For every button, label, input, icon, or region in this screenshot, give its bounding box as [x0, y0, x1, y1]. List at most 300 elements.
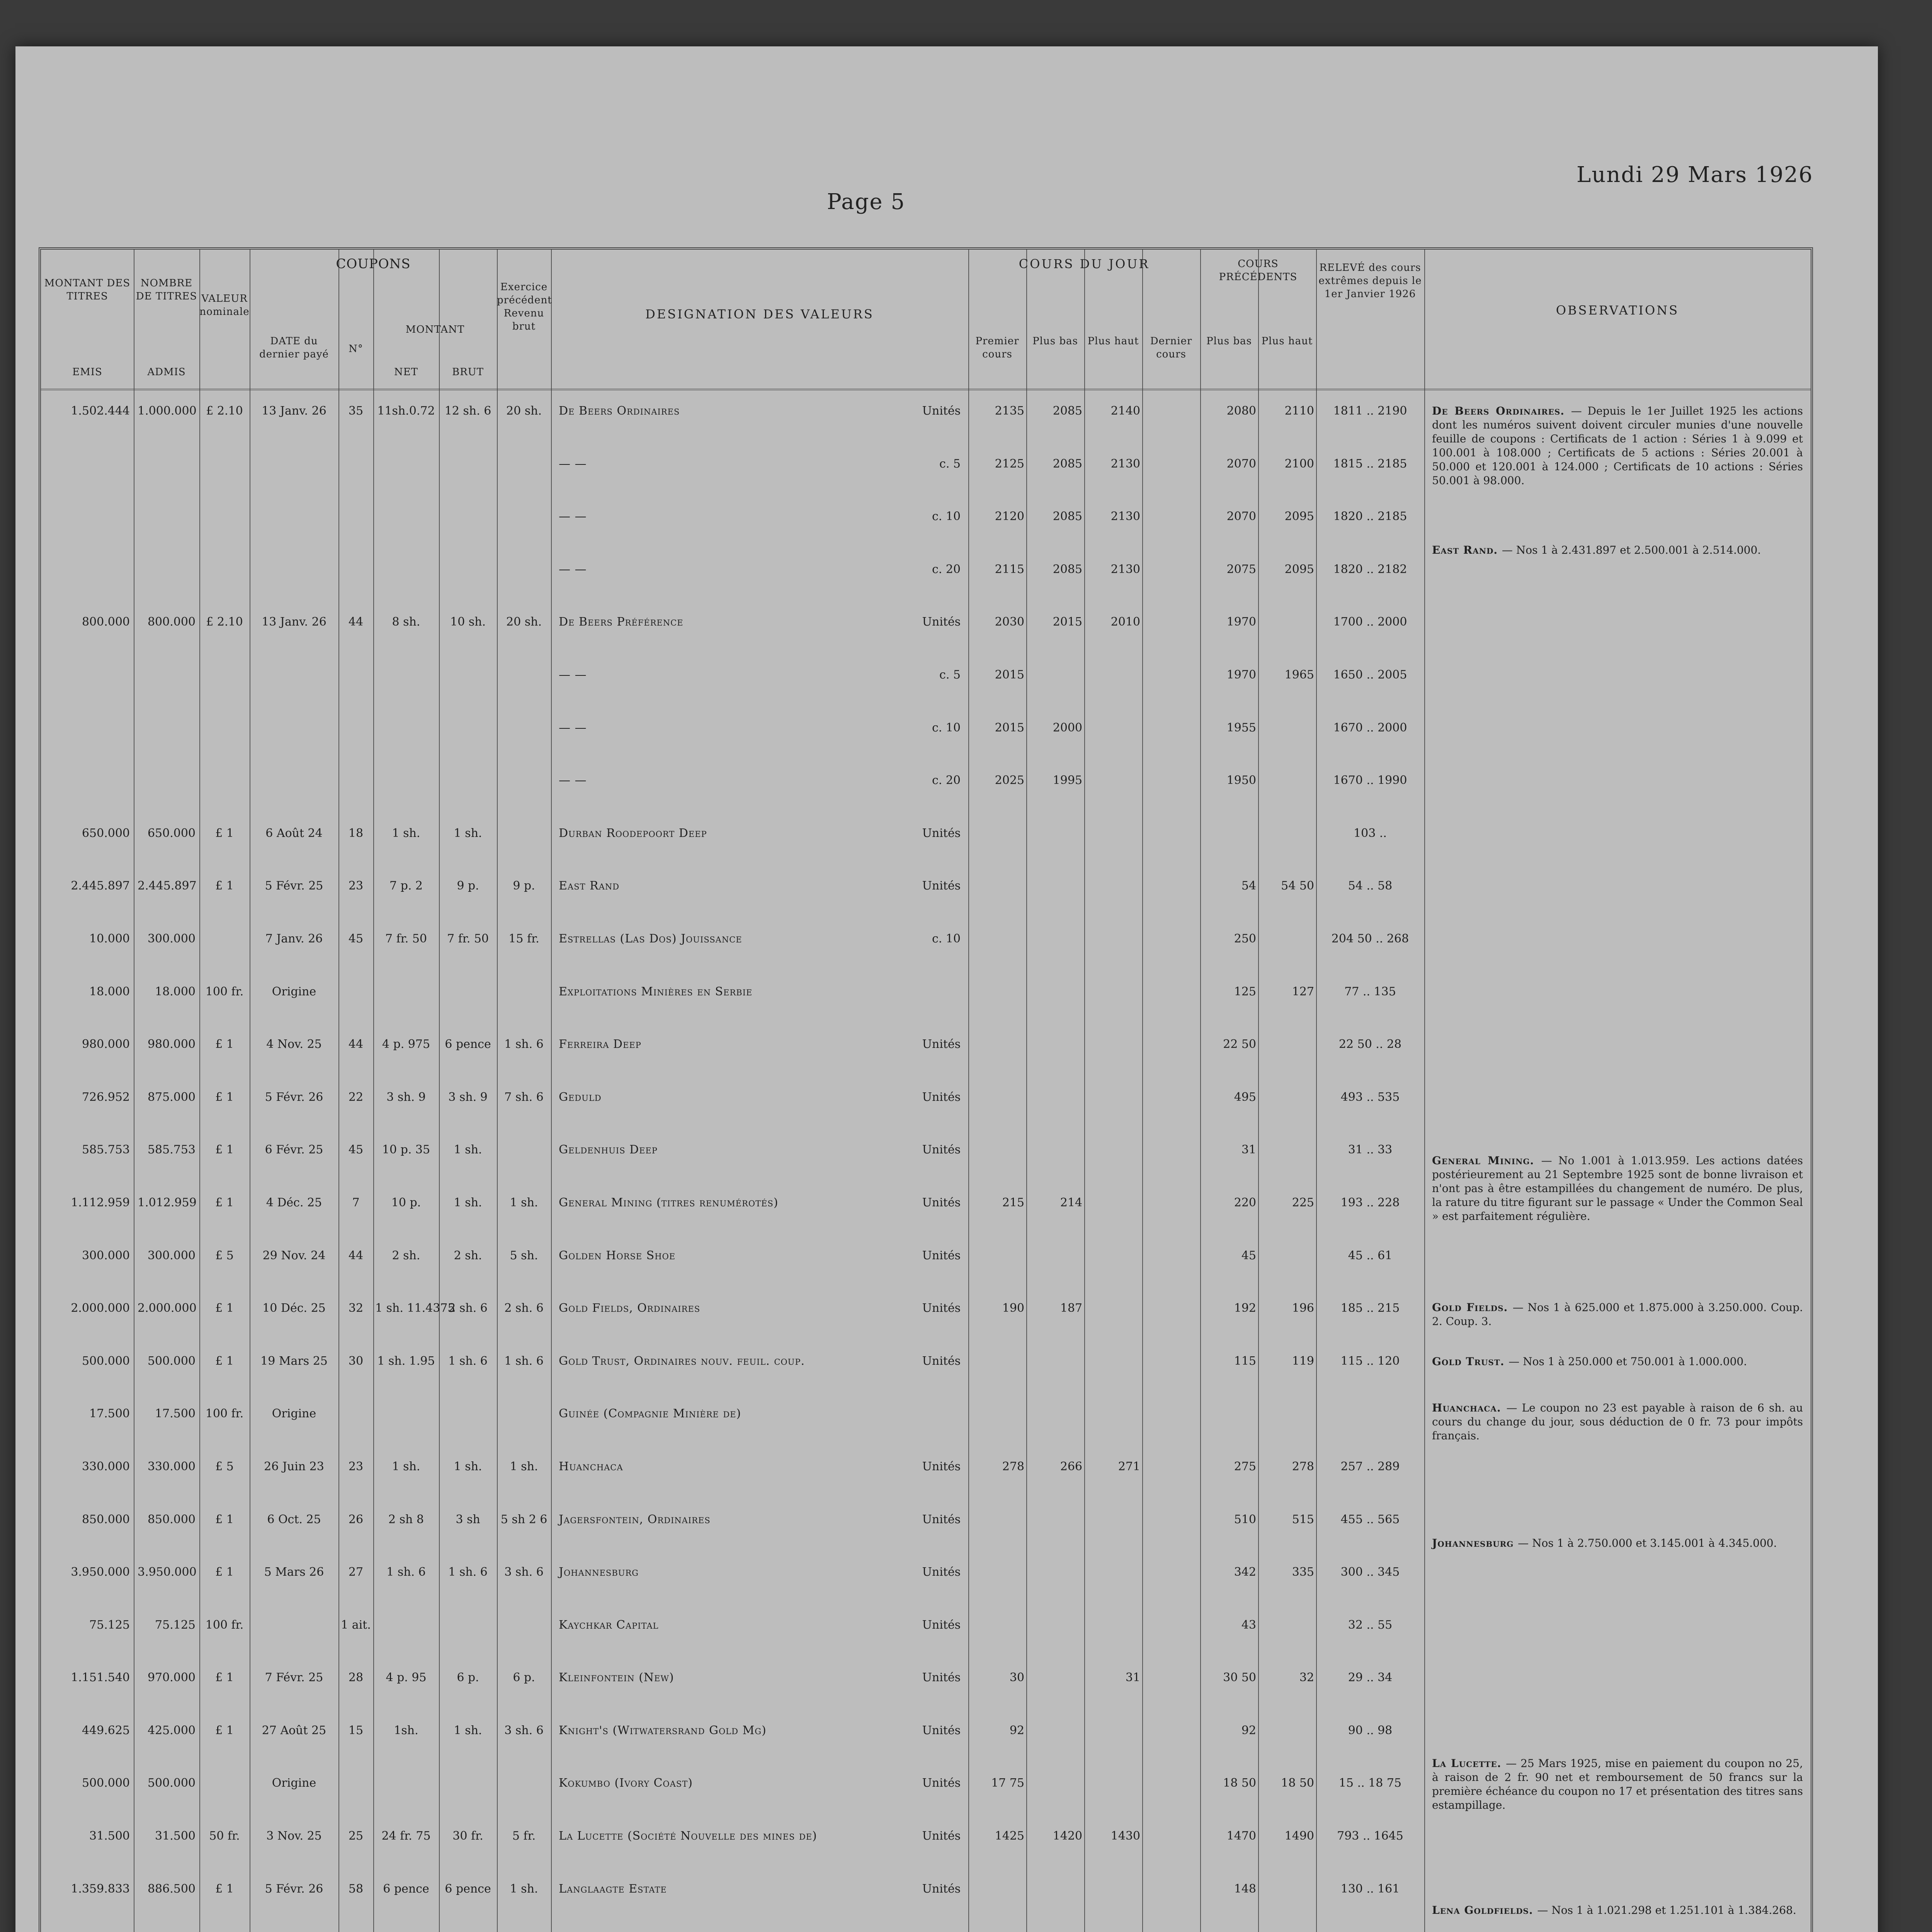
- cell-bas: 2085: [1053, 510, 1082, 524]
- cell-prec-haut: 119: [1292, 1354, 1314, 1368]
- cell-exercice: 20 sh.: [506, 615, 542, 629]
- cell-date: 10 Déc. 25: [262, 1301, 326, 1315]
- cell-name: Kokumbo (Ivory Coast): [559, 1776, 693, 1790]
- cell-valeur: £ 1: [215, 1671, 234, 1685]
- observation-text: — No 1.001 à 1.013.959. Les actions datées postérieurement au 21 Septembre 1925 sont de bonne livraison et n'ont pas à être estampillées du changement de numéro. De plus, la rature du titre figurant sur le passage « Under the Common Seal » est parfaitement régulière.: [1432, 1154, 1803, 1223]
- observation-text: — Depuis le 1er Juillet 1925 les actions dont les numéros suivent doivent circuler munies d'une nouvelle feuille de coupons : Certificats de 1 action : Séries 1 à 9.099 et 100.001 à 108.000 ; Certificats de 5 actions : Séries 20.001 à 50.000 et 120.001 à 124.000 ; Certificats de 10 actions : Séries 50.001 à 98.000.: [1432, 405, 1803, 487]
- cell-releve: 29 .. 34: [1348, 1671, 1393, 1685]
- cell-admis: 800.000: [147, 615, 196, 629]
- cell-releve: 103 ..: [1354, 826, 1387, 840]
- cell-date: Origine: [272, 1776, 316, 1790]
- cell-name: Exploitations Minières en Serbie: [559, 985, 753, 998]
- cell-net: 2 sh.: [392, 1248, 420, 1262]
- column-plus-bas: [1026, 250, 1085, 1932]
- cell-admis: 585.753: [147, 1143, 196, 1157]
- header-plus-haut: Plus haut: [1087, 335, 1139, 347]
- cell-admis: 886.500: [147, 1882, 196, 1896]
- cell-date: Origine: [272, 1407, 316, 1421]
- cell-releve: 257 .. 289: [1340, 1459, 1400, 1473]
- cell-emis: 1.112.959: [71, 1196, 130, 1209]
- cell-prec-bas: 115: [1234, 1354, 1256, 1368]
- cell-prec-bas: 250: [1234, 932, 1256, 946]
- cell-unit: Unités: [922, 1143, 961, 1157]
- cell-unit: Unités: [922, 879, 961, 893]
- cell-net: 1 sh.: [392, 1459, 420, 1473]
- cell-emis: 2.445.897: [71, 879, 130, 893]
- header-plus-bas: Plus bas: [1032, 335, 1078, 347]
- cell-date: 5 Févr. 26: [265, 1882, 323, 1896]
- cell-emis: 850.000: [82, 1512, 130, 1526]
- cell-brut: 10 sh.: [450, 615, 486, 629]
- cell-unit: c. 5: [939, 668, 961, 682]
- cell-name: Jagersfontein, Ordinaires: [559, 1512, 711, 1526]
- cell-net: 8 sh.: [392, 615, 420, 629]
- cell-valeur: £ 1: [215, 1512, 234, 1526]
- cell-prec-bas: 22 50: [1223, 1037, 1256, 1051]
- cell-emis: 449.625: [82, 1723, 130, 1737]
- cell-brut: 1 sh.: [454, 1459, 482, 1473]
- cell-num: 18: [348, 826, 364, 840]
- observation-text: — Nos 1 à 2.431.897 et 2.500.001 à 2.514.000.: [1502, 544, 1761, 556]
- cell-net: 10 p.: [391, 1196, 421, 1209]
- cell-valeur: 100 fr.: [205, 1618, 244, 1632]
- cell-valeur: £ 1: [215, 1090, 234, 1104]
- cell-valeur: 50 fr.: [209, 1829, 240, 1843]
- cell-valeur: £ 5: [215, 1459, 234, 1473]
- cell-admis: 425.000: [147, 1723, 196, 1737]
- cell-unit: c. 5: [939, 457, 961, 471]
- cell-prem: 2125: [995, 457, 1024, 471]
- cell-num: 23: [348, 879, 364, 893]
- cell-admis: 3.950.000: [138, 1565, 197, 1579]
- cell-net: 1 sh.: [392, 826, 420, 840]
- observation-title: Huanchaca.: [1432, 1401, 1507, 1414]
- cell-haut: 31: [1125, 1671, 1140, 1685]
- cell-haut: 2140: [1111, 404, 1140, 418]
- cell-name: Geduld: [559, 1090, 602, 1104]
- cell-prec-haut: 18 50: [1281, 1776, 1314, 1790]
- cell-admis: 1.012.959: [138, 1196, 197, 1209]
- cell-name: Huanchaca: [559, 1459, 623, 1473]
- cell-exercice: 5 fr.: [512, 1829, 536, 1843]
- cell-name: Durban Roodepoort Deep: [559, 826, 707, 840]
- cell-unit: Unités: [922, 404, 961, 418]
- cell-exercice: 5 sh 2 6: [500, 1512, 548, 1526]
- cell-exercice: 20 sh.: [506, 404, 542, 418]
- cell-num: 58: [348, 1882, 364, 1896]
- cell-admis: 2.445.897: [138, 879, 197, 893]
- cell-exercice: 5 sh.: [510, 1248, 538, 1262]
- cell-unit: Unités: [922, 1671, 961, 1685]
- cell-date: 6 Févr. 25: [265, 1143, 323, 1157]
- cell-prec-bas: 2075: [1226, 562, 1256, 576]
- cell-date: 5 Févr. 26: [265, 1090, 323, 1104]
- cell-prec-haut: 335: [1292, 1565, 1314, 1579]
- observation-title: General Mining.: [1432, 1154, 1541, 1167]
- cell-valeur: £ 2.10: [206, 615, 243, 629]
- cell-releve: 130 .. 161: [1340, 1882, 1400, 1896]
- cell-releve: 193 .. 228: [1340, 1196, 1400, 1209]
- cell-date: 7 Janv. 26: [265, 932, 323, 946]
- cell-unit: Unités: [922, 1354, 961, 1368]
- cell-admis: 500.000: [147, 1354, 196, 1368]
- page-number: Page 5: [827, 189, 905, 214]
- cell-prem: 2015: [995, 668, 1024, 682]
- cell-net: 1sh.: [394, 1723, 418, 1737]
- cell-releve: 77 .. 135: [1344, 985, 1396, 998]
- observation-title: Gold Trust.: [1432, 1355, 1509, 1368]
- cell-prec-haut: 2100: [1284, 457, 1314, 471]
- cell-name: Langlaagte Estate: [559, 1882, 667, 1896]
- cell-valeur: £ 5: [215, 1248, 234, 1262]
- cell-brut: 12 sh. 6: [444, 404, 492, 418]
- cell-brut: 1 sh.: [454, 1196, 482, 1209]
- cell-num: 25: [348, 1829, 364, 1843]
- observation-note: [1432, 1154, 1803, 1223]
- header-brut: BRUT: [452, 366, 484, 378]
- cell-exercice: 1 sh.: [510, 1459, 538, 1473]
- cell-prec-bas: 1970: [1226, 615, 1256, 629]
- cell-brut: 9 p.: [457, 879, 479, 893]
- cell-valeur: £ 1: [215, 1354, 234, 1368]
- cell-name: — —: [559, 668, 587, 682]
- cell-haut: 1430: [1111, 1829, 1140, 1843]
- header-numero: N°: [349, 343, 363, 355]
- cell-valeur: £ 1: [215, 1882, 234, 1896]
- cell-num: 28: [348, 1671, 364, 1685]
- cell-net: 1 sh. 6: [386, 1565, 426, 1579]
- cell-name: — —: [559, 510, 587, 524]
- observation-note: [1432, 543, 1803, 557]
- cell-unit: Unités: [922, 1248, 961, 1262]
- cell-exercice: 7 sh. 6: [504, 1090, 544, 1104]
- cell-brut: 1 sh.: [454, 826, 482, 840]
- cell-date: 6 Oct. 25: [267, 1512, 321, 1526]
- cell-num: 44: [348, 615, 364, 629]
- cell-brut: 30 fr.: [452, 1829, 483, 1843]
- header-nombre: NOMBRE DE TITRES: [136, 277, 197, 302]
- cell-exercice: 6 p.: [513, 1671, 535, 1685]
- cell-admis: 330.000: [147, 1459, 196, 1473]
- observation-title: Johannesburg: [1432, 1537, 1518, 1549]
- cell-prec-haut: 196: [1292, 1301, 1314, 1315]
- cell-valeur: £ 1: [215, 1723, 234, 1737]
- cell-brut: 1 sh.: [454, 1143, 482, 1157]
- cell-name: General Mining (titres renumérotés): [559, 1196, 779, 1209]
- cell-haut: 2130: [1111, 457, 1140, 471]
- cell-brut: 6 pence: [445, 1882, 491, 1896]
- cell-num: 45: [348, 932, 364, 946]
- cell-bas: 2085: [1053, 404, 1082, 418]
- cell-emis: 1.359.833: [71, 1882, 130, 1896]
- cell-num: 7: [352, 1196, 360, 1209]
- cell-releve: 1650 .. 2005: [1333, 668, 1407, 682]
- cell-bas: 214: [1060, 1196, 1082, 1209]
- cell-unit: Unités: [922, 1829, 961, 1843]
- cell-prem: 2025: [995, 774, 1024, 787]
- cell-admis: 300.000: [147, 1248, 196, 1262]
- header-date: DATE du dernier payé: [259, 335, 329, 360]
- cell-unit: Unités: [922, 1882, 961, 1896]
- cell-haut: 2130: [1111, 510, 1140, 524]
- cell-num: 1 ait.: [341, 1618, 371, 1632]
- cell-releve: 90 .. 98: [1348, 1723, 1393, 1737]
- cell-net: 6 pence: [383, 1882, 429, 1896]
- cell-bas: 187: [1060, 1301, 1082, 1315]
- observation-note: [1432, 1301, 1803, 1328]
- cell-prec-bas: 43: [1241, 1618, 1256, 1632]
- cell-prec-bas: 2070: [1226, 457, 1256, 471]
- cell-releve: 22 50 .. 28: [1338, 1037, 1402, 1051]
- cell-brut: 3 sh: [456, 1512, 480, 1526]
- observation-text: — 25 Mars 1925, mise en paiement du coupon no 25, à raison de 2 fr. 90 net et remboursement de 50 francs sur la première échéance du coupon no 17 et présentation des titres sans estampillage.: [1432, 1757, 1803, 1811]
- cell-num: 26: [348, 1512, 364, 1526]
- observation-title: De Beers Ordinaires.: [1432, 405, 1571, 417]
- cell-valeur: £ 1: [215, 1565, 234, 1579]
- cell-prec-bas: 18 50: [1223, 1776, 1256, 1790]
- cell-num: 32: [348, 1301, 364, 1315]
- cell-prec-haut: 278: [1292, 1459, 1314, 1473]
- cell-num: 27: [348, 1565, 364, 1579]
- cell-admis: 650.000: [147, 826, 196, 840]
- cell-date: 29 Nov. 24: [262, 1248, 326, 1262]
- cell-date: 26 Juin 23: [264, 1459, 324, 1473]
- cell-emis: 1.151.540: [71, 1671, 130, 1685]
- cell-prec-bas: 192: [1234, 1301, 1256, 1315]
- cell-releve: 31 .. 33: [1348, 1143, 1393, 1157]
- cell-prem: 2135: [995, 404, 1024, 418]
- quotation-table: [39, 247, 1813, 1932]
- cell-date: 27 Août 25: [262, 1723, 327, 1737]
- cell-admis: 1.000.000: [138, 404, 197, 418]
- header-emis: EMIS: [72, 366, 102, 378]
- cell-unit: Unités: [922, 1196, 961, 1209]
- cell-unit: Unités: [922, 1301, 961, 1315]
- cell-admis: 300.000: [147, 932, 196, 946]
- cell-unit: Unités: [922, 1565, 961, 1579]
- cell-emis: 17.500: [89, 1407, 130, 1421]
- observation-text: — Nos 1 à 2.750.000 et 3.145.001 à 4.345.000.: [1518, 1537, 1777, 1549]
- cell-name: Guinée (Compagnie Minière de): [559, 1407, 742, 1421]
- cell-date: 13 Janv. 26: [262, 615, 327, 629]
- cell-net: 10 p. 35: [382, 1143, 430, 1157]
- cell-prec-bas: 45: [1241, 1248, 1256, 1262]
- observation-text: — Nos 1 à 250.000 et 750.001 à 1.000.000.: [1509, 1355, 1747, 1368]
- cell-brut: 6 pence: [445, 1037, 491, 1051]
- cell-unit: c. 10: [932, 932, 961, 946]
- cell-prec-bas: 1950: [1226, 774, 1256, 787]
- cell-unit: c. 10: [932, 721, 961, 735]
- cell-emis: 300.000: [82, 1248, 130, 1262]
- cell-emis: 800.000: [82, 615, 130, 629]
- cell-bas: 1420: [1053, 1829, 1082, 1843]
- cell-unit: c. 10: [932, 510, 961, 524]
- cell-unit: Unités: [922, 1618, 961, 1632]
- cell-date: Origine: [272, 985, 316, 998]
- cell-haut: 2010: [1111, 615, 1140, 629]
- cell-name: Kaychkar Capital: [559, 1618, 659, 1632]
- cell-bas: 2015: [1053, 615, 1082, 629]
- cell-unit: Unités: [922, 1776, 961, 1790]
- header-net: NET: [394, 366, 418, 378]
- cell-haut: 2130: [1111, 562, 1140, 576]
- cell-prem: 278: [1002, 1459, 1024, 1473]
- cell-releve: 1700 .. 2000: [1333, 615, 1407, 629]
- cell-name: East Rand: [559, 879, 619, 893]
- cell-prec-haut: 225: [1292, 1196, 1314, 1209]
- cell-emis: 726.952: [82, 1090, 130, 1104]
- cell-bas: 2085: [1053, 457, 1082, 471]
- cell-releve: 45 .. 61: [1348, 1248, 1393, 1262]
- header-observations: OBSERVATIONS: [1556, 303, 1679, 318]
- observation-title: East Rand.: [1432, 544, 1502, 556]
- cell-prec-haut: 2095: [1284, 562, 1314, 576]
- cell-releve: 1670 .. 1990: [1333, 774, 1407, 787]
- cell-prec-bas: 1470: [1226, 1829, 1256, 1843]
- cell-releve: 493 .. 535: [1340, 1090, 1400, 1104]
- cell-prem: 30: [1009, 1671, 1024, 1685]
- cell-name: Estrellas (Las Dos) Jouissance: [559, 932, 742, 946]
- cell-prec-bas: 342: [1234, 1565, 1256, 1579]
- cell-prec-bas: 2080: [1226, 404, 1256, 418]
- cell-emis: 585.753: [82, 1143, 130, 1157]
- cell-exercice: 3 sh. 6: [504, 1565, 544, 1579]
- cell-net: 7 p. 2: [389, 879, 423, 893]
- cell-name: Gold Trust, Ordinaires nouv. feuil. coup.: [559, 1354, 805, 1368]
- cell-releve: 300 .. 345: [1340, 1565, 1400, 1579]
- cell-unit: c. 20: [932, 562, 961, 576]
- cell-name: De Beers Ordinaires: [559, 404, 680, 418]
- cell-valeur: £ 1: [215, 1143, 234, 1157]
- cell-bas: 2000: [1053, 721, 1082, 735]
- cell-emis: 18.000: [89, 985, 130, 998]
- observation-text: — Nos 1 à 625.000 et 1.875.000 à 3.250.000. Coup. 2. Coup. 3.: [1432, 1301, 1803, 1328]
- cell-prec-bas: 31: [1241, 1143, 1256, 1157]
- cell-net: 3 sh. 9: [386, 1090, 426, 1104]
- date-line: Lundi 29 Mars 1926: [1577, 162, 1813, 187]
- cell-releve: 204 50 .. 268: [1331, 932, 1409, 946]
- cell-name: Ferreira Deep: [559, 1037, 641, 1051]
- cell-emis: 2.000.000: [71, 1301, 130, 1315]
- cell-num: 30: [348, 1354, 364, 1368]
- cell-admis: 980.000: [147, 1037, 196, 1051]
- cell-prec-bas: 1955: [1226, 721, 1256, 735]
- cell-admis: 18.000: [155, 985, 196, 998]
- cell-valeur: £ 1: [215, 826, 234, 840]
- cell-emis: 500.000: [82, 1776, 130, 1790]
- cell-net: 4 p. 975: [382, 1037, 430, 1051]
- cell-valeur: £ 2.10: [206, 404, 243, 418]
- cell-emis: 1.502.444: [71, 404, 130, 418]
- cell-prem: 2015: [995, 721, 1024, 735]
- cell-name: Geldenhuis Deep: [559, 1143, 658, 1157]
- cell-admis: 970.000: [147, 1671, 196, 1685]
- cell-name: La Lucette (Société Nouvelle des mines de): [559, 1829, 817, 1843]
- cell-name: Johannesburg: [559, 1565, 639, 1579]
- header-cours-precedents: COURS PRÉCÉDENTS: [1219, 258, 1298, 283]
- cell-admis: 875.000: [147, 1090, 196, 1104]
- cell-prec-bas: 54: [1241, 879, 1256, 893]
- cell-releve: 32 .. 55: [1348, 1618, 1393, 1632]
- cell-brut: 2 sh. 6: [448, 1301, 488, 1315]
- cell-exercice: 3 sh. 6: [504, 1723, 544, 1737]
- cell-prem: 190: [1002, 1301, 1024, 1315]
- cell-name: — —: [559, 562, 587, 576]
- cell-releve: 793 .. 1645: [1337, 1829, 1403, 1843]
- cell-date: 3 Nov. 25: [266, 1829, 322, 1843]
- cell-prec-haut: 515: [1292, 1512, 1314, 1526]
- cell-admis: 75.125: [155, 1618, 196, 1632]
- column-dernier: [1142, 250, 1201, 1932]
- cell-exercice: 1 sh.: [510, 1882, 538, 1896]
- cell-bas: 1995: [1053, 774, 1082, 787]
- cell-emis: 10.000: [89, 932, 130, 946]
- cell-prec-bas: 125: [1234, 985, 1256, 998]
- cell-emis: 330.000: [82, 1459, 130, 1473]
- cell-exercice: 1 sh.: [510, 1196, 538, 1209]
- cell-emis: 75.125: [89, 1618, 130, 1632]
- observation-title: Lena Goldfields.: [1432, 1904, 1537, 1917]
- newspaper-page: [15, 46, 1878, 1932]
- cell-exercice: 2 sh. 6: [504, 1301, 544, 1315]
- cell-brut: 3 sh. 9: [448, 1090, 488, 1104]
- cell-num: 45: [348, 1143, 364, 1157]
- cell-exercice: 1 sh. 6: [504, 1354, 544, 1368]
- cell-emis: 500.000: [82, 1354, 130, 1368]
- cell-emis: 31.500: [89, 1829, 130, 1843]
- observation-note: [1432, 1757, 1803, 1812]
- table-header: [41, 250, 1811, 390]
- cell-haut: 271: [1118, 1459, 1140, 1473]
- observation-text: — Le coupon no 23 est payable à raison de 6 sh. au cours du change du jour, sous déduction de 0 fr. 73 pour impôts français.: [1432, 1401, 1803, 1442]
- cell-prec-haut: 1490: [1284, 1829, 1314, 1843]
- header-valeur: VALEUR nominale: [199, 293, 250, 318]
- cell-valeur: £ 1: [215, 879, 234, 893]
- cell-admis: 31.500: [155, 1829, 196, 1843]
- header-dernier: Dernier cours: [1150, 335, 1192, 360]
- cell-admis: 2.000.000: [138, 1301, 197, 1315]
- cell-exercice: 9 p.: [513, 879, 535, 893]
- cell-brut: 1 sh. 6: [448, 1565, 488, 1579]
- cell-releve: 1820 .. 2185: [1333, 510, 1407, 524]
- cell-name: Gold Fields, Ordinaires: [559, 1301, 701, 1315]
- cell-emis: 980.000: [82, 1037, 130, 1051]
- cell-name: — —: [559, 457, 587, 471]
- cell-name: — —: [559, 721, 587, 735]
- cell-net: 11sh.0.72: [377, 404, 435, 418]
- cell-prec-haut: 2110: [1284, 404, 1314, 418]
- cell-num: 23: [348, 1459, 364, 1473]
- header-prec-bas: Plus bas: [1206, 335, 1252, 347]
- header-releve: RELEVÉ des cours extrêmes depuis le 1er Janvier 1926: [1318, 262, 1422, 300]
- cell-date: 4 Nov. 25: [266, 1037, 322, 1051]
- cell-prec-bas: 148: [1234, 1882, 1256, 1896]
- cell-net: 2 sh 8: [388, 1512, 424, 1526]
- cell-prem: 215: [1002, 1196, 1024, 1209]
- cell-emis: 650.000: [82, 826, 130, 840]
- cell-num: 44: [348, 1037, 364, 1051]
- cell-unit: Unités: [922, 1723, 961, 1737]
- cell-prem: 1425: [995, 1829, 1024, 1843]
- cell-unit: Unités: [922, 615, 961, 629]
- cell-prec-bas: 495: [1234, 1090, 1256, 1104]
- cell-brut: 6 p.: [457, 1671, 479, 1685]
- cell-releve: 1815 .. 2185: [1333, 457, 1407, 471]
- cell-admis: 17.500: [155, 1407, 196, 1421]
- cell-unit: c. 20: [932, 774, 961, 787]
- cell-num: 35: [348, 404, 364, 418]
- header-montant-coupon: MONTANT: [405, 324, 465, 335]
